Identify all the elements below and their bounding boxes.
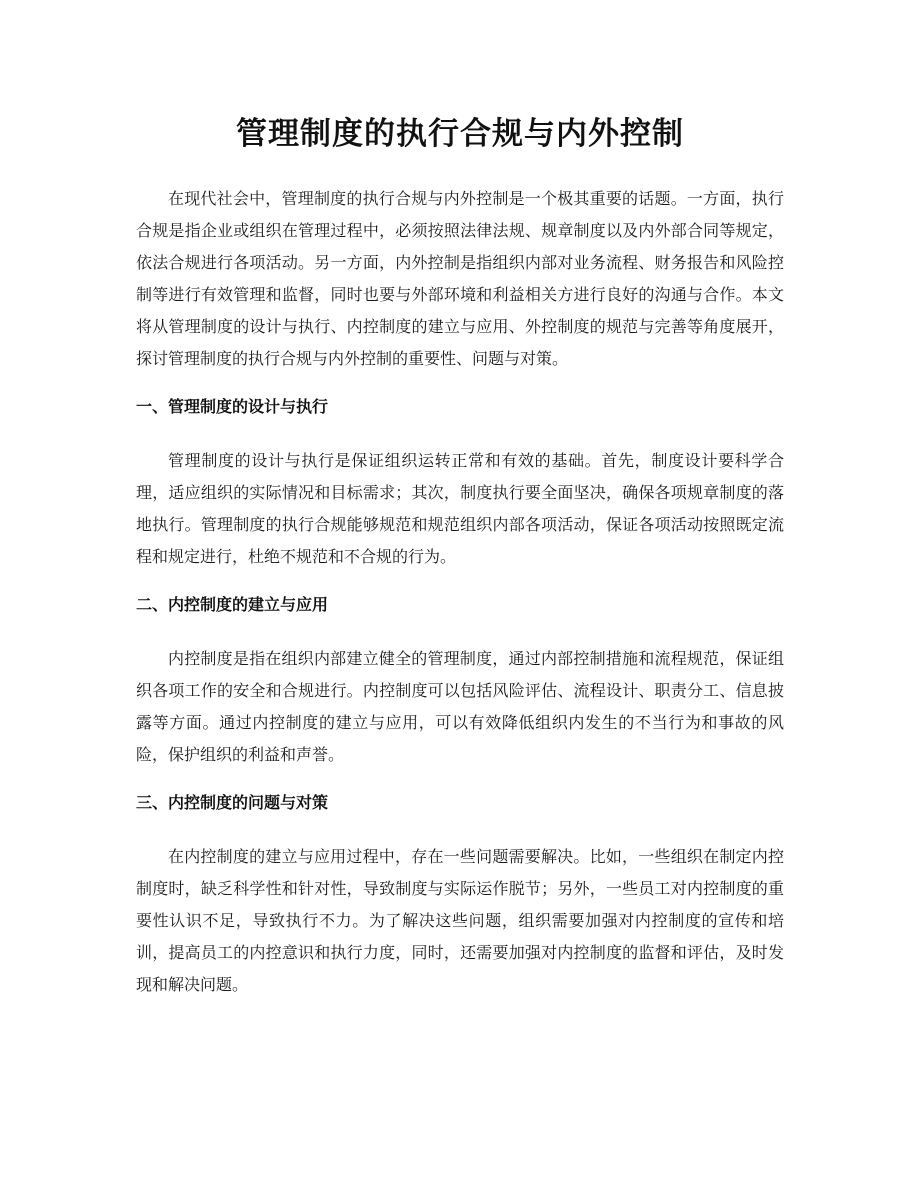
intro-paragraph: 在现代社会中，管理制度的执行合规与内外控制是一个极其重要的话题。一方面，执行合规是指企业或组织在管理过程中，必须按照法律法规、规章制度以及内外部合同等规定，依法合规进行各项活动。另一方面，内外控制是指组织内部对业务流程、财务报告和风险控制等进行有效管理和监督，同时也要与外部环境和利益相关方进行良好的沟通与合作。本文将从管理制度的设计与执行、内控制度的建立与应用、外控制度的规范与完善等角度展开，探讨管理制度的执行合规与内外控制的重要性、问题与对策。 bbox=[136, 189, 784, 368]
section-heading-2: 二、内控制度的建立与应用 bbox=[136, 595, 329, 614]
section-paragraph-3: 在内控制度的建立与应用过程中，存在一些问题需要解决。比如，一些组织在制定内控制度时，缺乏科学性和针对性，导致制度与实际运作脱节；另外，一些员工对内控制度的重要性认识不足，导致执行不力。为了解决这些问题，组织需要加强对内控制度的宣传和培训，提高员工的内控意识和执行力度，同时，还需要加强对内控制度的监督和评估，及时发现和解决问题。 bbox=[136, 847, 784, 994]
document-body bbox=[136, 183, 784, 1001]
section-heading-3: 三、内控制度的问题与对策 bbox=[136, 793, 329, 812]
section-heading-1: 一、管理制度的设计与执行 bbox=[136, 397, 329, 416]
section-paragraph-1: 管理制度的设计与执行是保证组织运转正常和有效的基础。首先，制度设计要科学合理，适应组织的实际情况和目标需求；其次，制度执行要全面坚决，确保各项规章制度的落地执行。管理制度的执行合规能够规范和规范组织内部各项活动，保证各项活动按照既定流程和规定进行，杜绝不规范和不合规的行为。 bbox=[136, 451, 784, 566]
document-title: 管理制度的执行合规与内外控制 bbox=[236, 116, 684, 152]
section-paragraph-2: 内控制度是指在组织内部建立健全的管理制度，通过内部控制措施和流程规范，保证组织各项工作的安全和合规进行。内控制度可以包括风险评估、流程设计、职责分工、信息披露等方面。通过内控制度的建立与应用，可以有效降低组织内发生的不当行为和事故的风险，保护组织的利益和声誉。 bbox=[136, 649, 784, 764]
